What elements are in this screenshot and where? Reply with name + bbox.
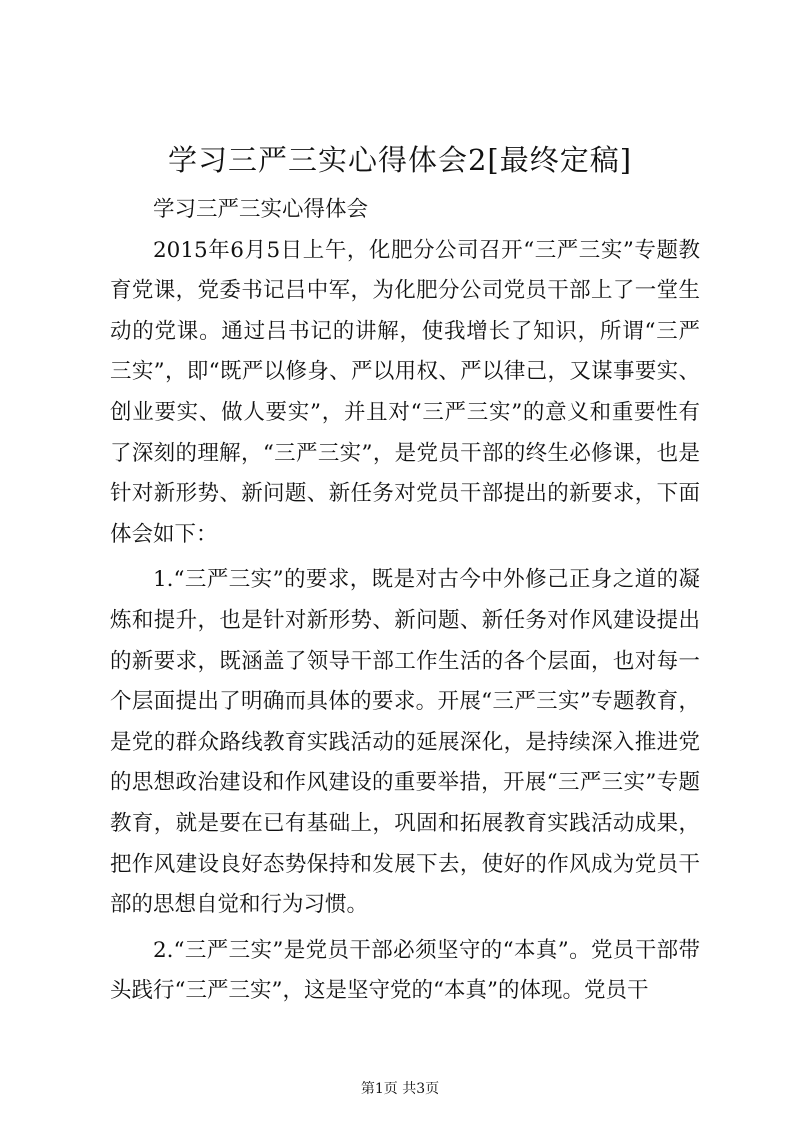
page-footer: 第1页 共3页: [360, 1081, 440, 1097]
document-title: 学习三严三实心得体会2[最终定稿]: [167, 143, 633, 177]
paragraph-point-1: 1.“三严三实”的要求，既是对古今中外修己正身之道的凝炼和提升，也是针对新形势、新问题、新任务对作风建设提出的新要求，既涵盖了领导干部工作生活的各个层面，也对每一个层面提出了明确而具体的要求。开展“三严三实”专题教育，是党的群众路线教育实践活动的延展深化，是持续深入推进党的思想政治建设和作风建设的重要举措，开展“三严三实”专题教育，就是要在已有基础上，巩固和拓展教育实践活动成果，把作风建设良好态势保持和发展下去，使好的作风成为党员干部的思想自觉和行为习惯。: [110, 567, 700, 918]
document-subtitle: 学习三严三实心得体会: [153, 197, 369, 222]
paragraph-point-2: 2.“三严三实”是党员干部必须坚守的“本真”。党员干部带头践行“三严三实”，这是坚守党的“本真”的体现。党员干: [110, 937, 700, 1004]
paragraph-intro: 2015年6月5日上午，化肥分公司召开“三严三实”专题教育党课，党委书记吕中军，为化肥分公司党员干部上了一堂生动的党课。通过吕书记的讲解，使我增长了知识，所谓“三严三实”，即“既严以修身、严以用权、严以律己，又谋事要实、创业要实、做人要实”，并且对“三严三实”的意义和重要性有了深刻的理解，“三严三实”，是党员干部的终生必修课，也是针对新形势、新问题、新任务对党员干部提出的新要求，下面体会如下：: [110, 237, 700, 547]
document-body: [110, 190, 700, 1012]
